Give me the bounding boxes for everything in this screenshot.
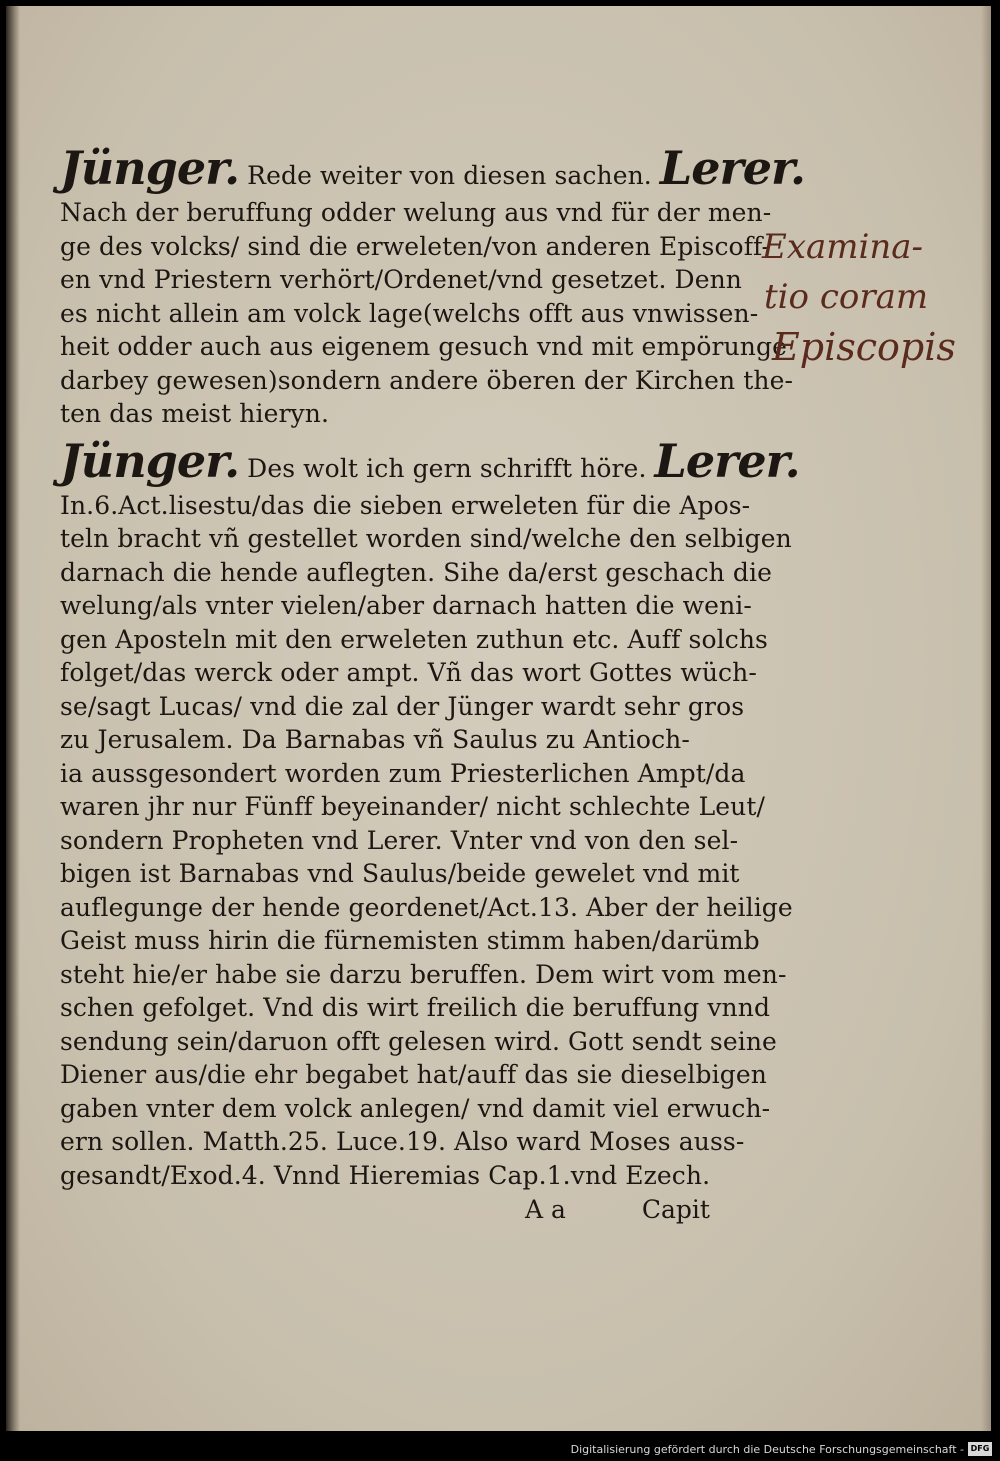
text-line: ten das meist hieryn. bbox=[60, 399, 330, 428]
marginal-note-line: Examina- bbox=[762, 227, 924, 267]
text-line: bigen ist Barnabas vnd Saulus/beide gewelet vnd mit bbox=[60, 859, 740, 888]
handwritten-marginal-note bbox=[750, 222, 956, 372]
funding-credit: Digitalisierung gefördert durch die Deutsche Forschungsgemeinschaft - bbox=[570, 1443, 964, 1456]
signature-mark: A a bbox=[525, 1195, 566, 1224]
text-line: zu Jerusalem. Da Barnabas vñ Saulus zu Antioch- bbox=[60, 725, 690, 754]
text-line: Nach der beruffung odder welung aus vnd für der men- bbox=[60, 198, 772, 227]
text-line: folget/das werck oder ampt. Vñ das wort Gottes wüch- bbox=[60, 658, 757, 687]
catchword: Capit bbox=[641, 1195, 710, 1224]
reply-label: Lerer. bbox=[659, 141, 806, 195]
heading-text: Des wolt ich gern schrifft höre. bbox=[247, 453, 647, 483]
main-text-block bbox=[60, 140, 806, 1228]
speaker-label: Jünger. bbox=[60, 433, 240, 488]
catchword-line bbox=[60, 1192, 750, 1228]
text-line: gesandt/Exod.4. Vnnd Hieremias Cap.1.vnd Ezech. bbox=[60, 1160, 711, 1190]
dfg-logo: DFG bbox=[968, 1442, 992, 1456]
text-line: darbey gewesen)sondern andere öberen der Kirchen the- bbox=[60, 365, 794, 395]
text-line: In.6.Act.lisestu/das die sieben erweleten für die Apos- bbox=[60, 490, 751, 520]
dialogue-heading-line bbox=[60, 140, 806, 196]
text-line: steht hie/er habe sie darzu beruffen. Dem wirt vom men- bbox=[60, 959, 787, 989]
text-line: se/sagt Lucas/ vnd die zal der Jünger wardt sehr gros bbox=[60, 691, 745, 721]
text-line: sondern Propheten vnd Lerer. Vnter vnd von den sel- bbox=[60, 825, 739, 855]
marginal-note-line: Episcopis bbox=[772, 325, 956, 369]
text-line: heit odder auch aus eigenem gesuch vnd mit empörunge bbox=[60, 332, 787, 361]
text-line: schen gefolget. Vnd dis wirt freilich die beruffung vnnd bbox=[60, 993, 771, 1022]
text-line: sendung sein/daruon offt gelesen wird. Gott sendt seine bbox=[60, 1026, 777, 1056]
text-line: ia aussgesondert worden zum Priesterlichen Ampt/da bbox=[60, 758, 746, 788]
text-line: welung/als vnter vielen/aber darnach hatten die weni- bbox=[60, 591, 752, 620]
footer-bar bbox=[0, 1439, 1000, 1461]
text-line: ern sollen. Matth.25. Luce.19. Also ward Moses auss- bbox=[60, 1127, 745, 1156]
text-line: es nicht allein am volck lage(welchs offt aus vnwissen- bbox=[60, 298, 759, 328]
text-line: en vnd Priestern verhört/Ordenet/vnd gesetzet. Denn bbox=[60, 265, 742, 294]
text-line: Geist muss hirin die fürnemisten stimm haben/darümb bbox=[60, 926, 760, 955]
text-line: teln bracht vñ gestellet worden sind/welche den selbigen bbox=[60, 524, 792, 553]
heading-text: Rede weiter von diesen sachen. bbox=[247, 161, 652, 190]
reply-label: Lerer. bbox=[654, 433, 800, 488]
text-line: ge des volcks/ sind die erweleten/von anderen Episcoff- bbox=[60, 231, 771, 261]
text-line: darnach die hende auflegten. Sihe da/erst geschach die bbox=[60, 557, 773, 587]
dialogue-heading-line bbox=[60, 433, 800, 489]
text-line: Diener aus/die ehr begabet hat/auff das sie dieselbigen bbox=[60, 1060, 767, 1089]
speaker-label: Jünger. bbox=[60, 141, 240, 195]
page-spine-shadow bbox=[6, 6, 20, 1431]
text-line: auflegunge der hende geordenet/Act.13. Aber der heilige bbox=[60, 892, 793, 922]
marginal-note-line: tio coram bbox=[764, 277, 929, 317]
text-line: gaben vnter dem volck anlegen/ vnd damit viel erwuch- bbox=[60, 1093, 771, 1123]
text-line: waren jhr nur Fünff beyeinander/ nicht schlechte Leut/ bbox=[60, 792, 766, 821]
text-line: gen Aposteln mit den erweleten zuthun etc. Auff solchs bbox=[60, 624, 768, 654]
page-edge-shadow bbox=[981, 6, 991, 1431]
